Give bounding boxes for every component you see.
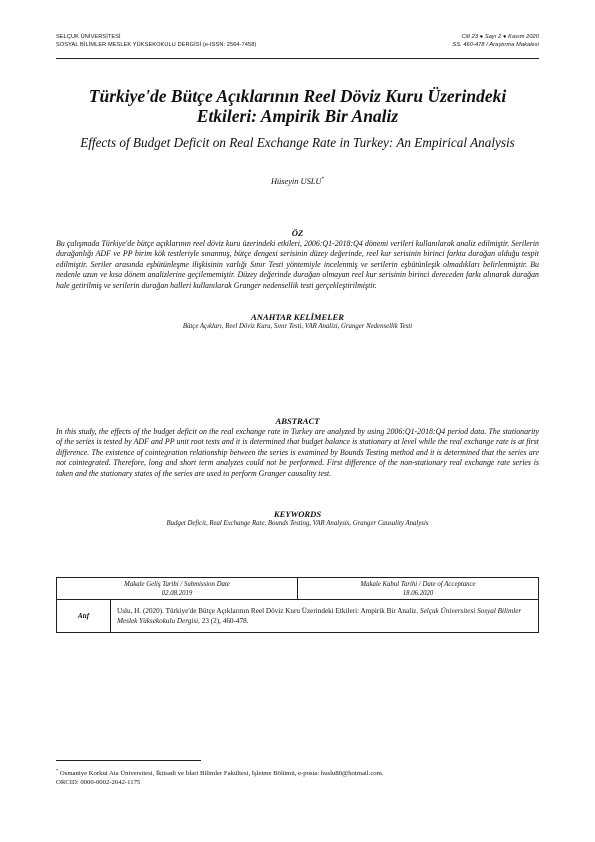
- oz-text: Bu çalışmada Türkiye'de bütçe açıklarının reel döviz kuru üzerindeki etkileri, 2006:Q1-2018:Q4 dönemi verileri kullanılarak analiz edilmiştir. Serilerin durağanlığı ADF ve PP birim kök testleriyle sınanmış, bütçe dengesi serisinin düzey değerinde, reel kur serisinin birinci farkta durağan olduğu tespit edilmiştir. Seriler arasında eşbütünleşme ilişkisinin varlığı Sınır Testi yöntemiyle incelenmiş ve serilerin eşbütünleşik olmadıkları belirlenmiştir. Bu nedenle uzun ve kısa dönem analizlerine geçilememiştir. Düzey değerinde durağan olmayan reel kur serisinin birinci dereceden farkı alınarak durağan hale getirilmiş ve serilerin durağan halleri kullanılarak Granger nedensellik testi gerçekleştirilmiştir.: [56, 239, 539, 290]
- keywords-en-text: Budget Deficit, Real Exchange Rate, Bounds Testing, VAR Analysis, Granger Causality Analysis: [166, 520, 429, 527]
- acceptance-date-label: Makale Kabul Tarihi / Date of Acceptance: [360, 581, 476, 588]
- title-tr-line-1: Türkiye'de Bütçe Açıklarının Reel Döviz Kuru Üzerindeki: [88, 86, 507, 106]
- citation-text: [111, 600, 538, 632]
- keywords-tr-text: Bütçe Açıkları, Reel Döviz Kuru, Sınır Testi, VAR Analizi, Granger Nedensellik Testi: [182, 323, 413, 330]
- journal-subtitle: SOSYAL BİLİMLER MESLEK YÜKSEKOKULU DERGİSİ (e-ISSN: 2564-7458): [56, 42, 257, 48]
- footnote-affiliation-text: Osmaniye Korkut Ata Üniversitesi, İktisadi ve İdari Bilimler Fakültesi, İşletme Bölümü, e-posta: huslu80@hotmail.com.: [59, 770, 384, 778]
- submission-date-cell: [57, 578, 297, 599]
- abstract-heading: ABSTRACT: [275, 416, 320, 426]
- article-info-box: [56, 577, 539, 633]
- abstract-text: In this study, the effects of the budget deficit on the real exchange rate in Turkey are analyzed by using 2006:Q1-2018:Q4 period data. The stationarity of the series is tested by ADF and PP unit root tests and it is determined that budget balance is stationary at level while the real exchange rate is at first difference. The existence of cointegration relationship between the series is examined by Bounds Testing method and it is determined that the series are not cointegrated. Therefore, long and short term analyzes could not be performed. First difference of the non-stationary real exchange rate series is taken and the stationary states of the series are used to perform Granger causality test.: [56, 427, 539, 478]
- article-title-tr: [56, 86, 539, 126]
- title-tr-line-2: Etkileri: Ampirik Bir Analiz: [196, 106, 399, 126]
- issue-info: Cilt 23 ● Sayı 2 ● Kasım 2020: [461, 34, 539, 40]
- header-divider: [56, 58, 539, 59]
- oz-heading: ÖZ: [291, 228, 304, 238]
- page-range: SS. 460-478 / Araştırma Makalesi: [452, 42, 539, 48]
- footnote-mark: *: [56, 768, 59, 773]
- article-title-en: Effects of Budget Deficit on Real Exchange Rate in Turkey: An Empirical Analysis: [80, 135, 515, 150]
- keywords-en-heading: KEYWORDS: [273, 509, 322, 519]
- citation-reference: Uslu, H. (2020). Türkiye'de Bütçe Açıklarının Reel Döviz Kuru Üzerindeki Etkileri: Ampirik Bir Analiz.: [117, 607, 419, 615]
- author-footnote-mark[interactable]: *: [321, 177, 324, 183]
- submission-date-label: Makale Geliş Tarihi / Submission Date: [124, 581, 230, 588]
- author-name: Hüseyin USLU: [271, 177, 322, 186]
- footnote-affiliation: [56, 766, 539, 778]
- journal-header: [56, 33, 539, 49]
- author-footnote: [56, 766, 539, 787]
- footnote-orcid: ORCID: 0000-0002-2642-1175: [56, 779, 141, 787]
- keywords-tr-heading: ANAHTAR KELİMELER: [251, 312, 344, 322]
- dates-row: [57, 578, 538, 600]
- acceptance-date-value: 18.06.2020: [402, 590, 434, 597]
- citation-label: Atıf: [57, 600, 111, 632]
- footnote-divider: [56, 760, 201, 761]
- citation-row: [57, 600, 538, 632]
- citation-journal: Selçuk Üniversitesi Sosyal Bilimler Meslek Yüksekokulu Dergisi,: [117, 607, 522, 625]
- acceptance-date-cell: [297, 578, 538, 599]
- citation-volume: 23 (2), 460-478.: [201, 617, 249, 625]
- journal-name: SELÇUK ÜNİVERSİTESİ: [56, 34, 121, 40]
- author-line: [56, 177, 539, 186]
- submission-date-value: 02.08.2019: [161, 590, 193, 597]
